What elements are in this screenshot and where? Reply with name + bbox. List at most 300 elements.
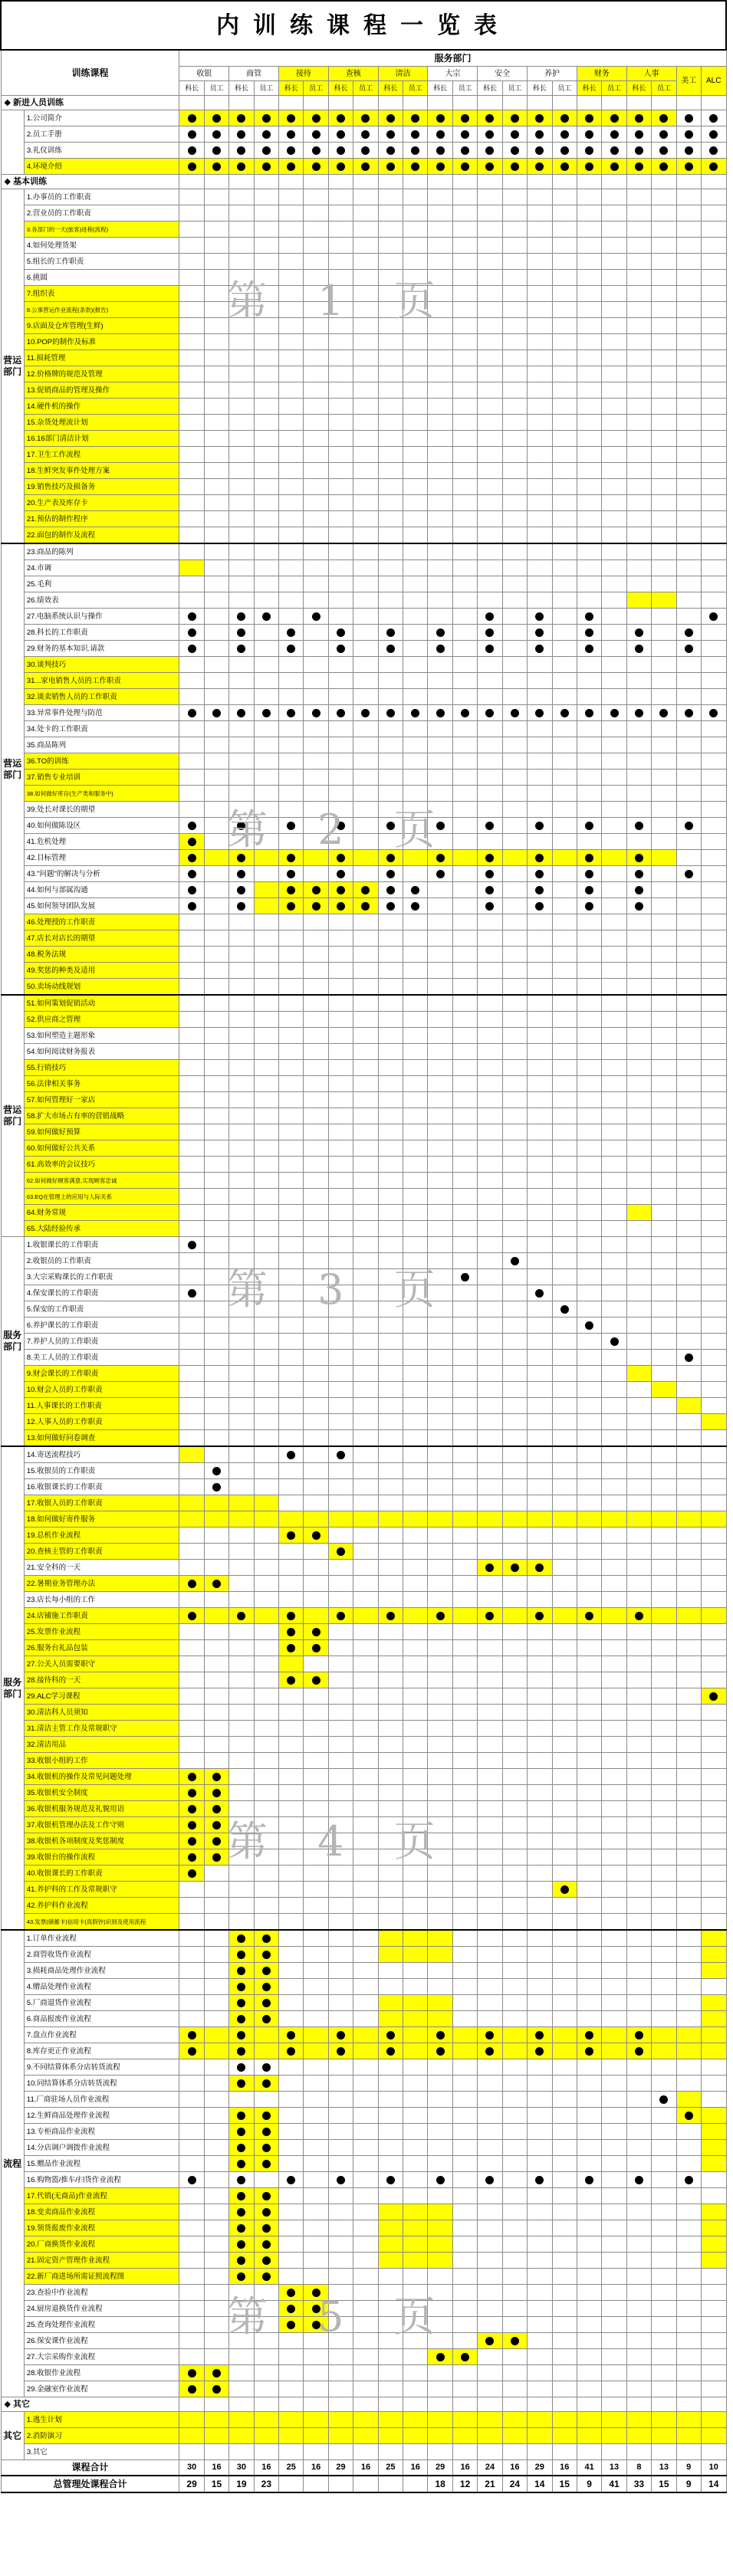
course-cell — [478, 1173, 502, 1189]
course-cell — [502, 1092, 527, 1108]
course-cell — [452, 495, 477, 511]
course-cell — [602, 2043, 626, 2059]
course-cell — [528, 1479, 552, 1495]
course-cell — [279, 286, 304, 302]
course-cell — [378, 1189, 403, 1205]
course-cell — [626, 479, 651, 495]
course-cell — [701, 431, 726, 447]
course-cell — [452, 737, 477, 753]
course-cell — [577, 2412, 601, 2428]
course-cell — [452, 1785, 477, 1801]
course-cell — [528, 625, 552, 641]
course-cell — [254, 1705, 278, 1721]
course-cell — [353, 1269, 378, 1285]
course-cell — [478, 302, 502, 318]
course-cell — [403, 1882, 428, 1898]
course-cell — [502, 238, 527, 254]
course-cell — [676, 2011, 701, 2027]
course-cell — [626, 1753, 651, 1769]
course-cell — [229, 2188, 254, 2204]
course-cell — [304, 625, 328, 641]
department-0: 收银 — [179, 67, 229, 81]
attend-dot — [511, 130, 519, 139]
page-watermark: 第 3 页 — [226, 1265, 454, 1314]
course-cell — [478, 463, 502, 479]
course-cell — [179, 1947, 204, 1963]
attend-dot — [287, 1612, 295, 1620]
course-cell — [254, 1318, 278, 1334]
course-cell — [452, 2381, 477, 2397]
course-cell — [179, 1108, 204, 1124]
course-cell — [478, 2349, 502, 2365]
course-cell — [304, 159, 328, 175]
course-cell — [279, 2269, 304, 2285]
course-cell — [552, 415, 577, 431]
empty-cell — [577, 96, 601, 110]
course-cell — [403, 898, 428, 914]
course-cell — [428, 1221, 452, 1237]
manage-total-label: 总管理处课程合计 — [1, 2476, 179, 2492]
course-cell — [353, 657, 378, 673]
course-cell — [328, 1769, 353, 1785]
course-cell — [626, 592, 651, 609]
course-cell — [701, 1044, 726, 1060]
attend-dot — [361, 130, 370, 139]
course-cell — [229, 2236, 254, 2253]
attend-dot — [560, 709, 569, 717]
course-cell — [478, 576, 502, 592]
course-cell — [676, 1753, 701, 1769]
course-name: 4.保安课长的工作职责 — [24, 1285, 179, 1301]
course-cell — [179, 1382, 204, 1398]
course-cell — [626, 753, 651, 770]
attend-dot — [685, 628, 693, 637]
course-cell — [254, 2059, 278, 2076]
course-cell — [602, 721, 626, 737]
table-row — [1, 866, 726, 882]
course-cell — [304, 2092, 328, 2108]
course-cell — [179, 1157, 204, 1173]
course-cell — [602, 737, 626, 753]
course-cell — [552, 2076, 577, 2092]
course-cell — [254, 2349, 278, 2365]
course-cell — [229, 2253, 254, 2269]
course-cell — [279, 1301, 304, 1318]
course-cell — [328, 995, 353, 1012]
course-cell — [179, 1173, 204, 1189]
course-cell — [577, 1705, 601, 1721]
course-cell — [428, 1398, 452, 1414]
course-cell — [652, 1688, 676, 1705]
course-cell — [552, 2092, 577, 2108]
course-cell — [279, 1108, 304, 1124]
course-cell — [452, 963, 477, 979]
course-cell — [528, 2317, 552, 2333]
course-cell — [353, 1817, 378, 1833]
table-row — [1, 2381, 726, 2397]
course-cell — [428, 753, 452, 770]
course-cell — [577, 1446, 601, 1463]
course-cell — [652, 2204, 676, 2220]
course-cell — [528, 914, 552, 930]
course-cell — [602, 270, 626, 286]
course-cell — [328, 189, 353, 205]
course-cell — [204, 818, 228, 834]
course-cell — [378, 2317, 403, 2333]
course-cell — [378, 222, 403, 238]
course-cell — [179, 1849, 204, 1866]
course-cell — [652, 673, 676, 689]
course-cell — [676, 2333, 701, 2349]
course-cell — [478, 818, 502, 834]
course-cell — [378, 205, 403, 222]
course-cell — [478, 159, 502, 175]
course-cell — [403, 689, 428, 705]
course-name: 8.库存更正作业流程 — [24, 2043, 179, 2059]
course-cell — [254, 1576, 278, 1592]
course-cell — [652, 1672, 676, 1688]
course-cell — [179, 2204, 204, 2220]
course-cell — [626, 399, 651, 415]
course-cell — [378, 818, 403, 834]
course-cell — [676, 2317, 701, 2333]
course-cell — [428, 737, 452, 753]
course-cell — [328, 1301, 353, 1318]
course-cell — [229, 527, 254, 544]
course-cell — [304, 1092, 328, 1108]
course-cell — [452, 1205, 477, 1221]
course-cell — [626, 2253, 651, 2269]
course-cell — [528, 1801, 552, 1817]
course-cell — [353, 1608, 378, 1624]
course-cell — [229, 2043, 254, 2059]
course-cell — [279, 963, 304, 979]
course-cell — [204, 1753, 228, 1769]
course-cell — [577, 1414, 601, 1430]
course-cell — [676, 592, 701, 609]
table-row — [1, 2444, 726, 2460]
course-cell — [478, 2076, 502, 2092]
course-cell — [204, 625, 228, 641]
table-row — [1, 2076, 726, 2092]
course-cell — [179, 159, 204, 175]
course-cell — [652, 1930, 676, 1947]
course-cell — [428, 1028, 452, 1044]
course-cell — [552, 1028, 577, 1044]
attend-dot — [237, 2031, 245, 2039]
manage-total-value: 33 — [626, 2476, 651, 2492]
course-cell — [428, 270, 452, 286]
table-row — [1, 318, 726, 334]
attend-dot — [237, 1934, 245, 1943]
course-cell — [229, 543, 254, 560]
course-cell — [279, 399, 304, 415]
course-cell — [602, 2412, 626, 2428]
course-cell — [577, 2333, 601, 2349]
course-cell — [403, 1430, 428, 1447]
course-cell — [701, 1963, 726, 1979]
table-row — [1, 1576, 726, 1592]
course-cell — [552, 1544, 577, 1560]
course-cell — [502, 543, 527, 560]
course-cell — [403, 1817, 428, 1833]
course-cell — [701, 1334, 726, 1350]
course-cell — [279, 1705, 304, 1721]
course-cell — [528, 479, 552, 495]
course-cell — [452, 866, 477, 882]
course-cell — [452, 1446, 477, 1463]
course-cell — [428, 1140, 452, 1157]
course-cell — [428, 625, 452, 641]
course-cell — [403, 2124, 428, 2140]
course-cell — [204, 1898, 228, 1914]
course-cell — [502, 222, 527, 238]
course-name: 30.谈判技巧 — [24, 657, 179, 673]
course-cell — [676, 1672, 701, 1688]
attend-dot — [188, 870, 196, 878]
attend-dot — [312, 902, 320, 911]
course-cell — [254, 657, 278, 673]
course-cell — [502, 882, 527, 898]
course-cell — [378, 479, 403, 495]
attend-dot — [635, 709, 643, 717]
attend-dot — [485, 2031, 494, 2039]
course-cell — [204, 576, 228, 592]
course-cell — [552, 2285, 577, 2301]
course-total-value: 10 — [701, 2460, 726, 2476]
course-cell — [204, 1205, 228, 1221]
course-cell — [478, 2188, 502, 2204]
attend-dot — [287, 854, 295, 862]
course-cell — [428, 802, 452, 818]
attend-dot — [635, 645, 643, 653]
course-cell — [229, 1705, 254, 1721]
course-cell — [676, 431, 701, 447]
course-cell — [304, 1430, 328, 1447]
course-cell — [428, 818, 452, 834]
course-cell — [179, 2253, 204, 2269]
course-cell — [254, 126, 278, 143]
empty-cell — [328, 96, 353, 110]
course-cell — [304, 850, 328, 866]
manage-total-value — [378, 2476, 403, 2492]
course-cell — [179, 1237, 204, 1253]
course-cell — [502, 1979, 527, 1995]
course-cell — [502, 1269, 527, 1285]
course-cell — [602, 1882, 626, 1898]
course-cell — [602, 2253, 626, 2269]
attend-dot — [511, 709, 519, 717]
course-cell — [452, 1382, 477, 1398]
attend-dot — [312, 612, 320, 621]
course-name: 15.赠品作业流程 — [24, 2156, 179, 2172]
course-name: 35.收银机安全制度 — [24, 1785, 179, 1801]
course-cell — [403, 576, 428, 592]
course-cell — [328, 1318, 353, 1334]
course-cell — [626, 1640, 651, 1656]
course-cell — [452, 1914, 477, 1931]
course-cell — [478, 737, 502, 753]
course-cell — [304, 2333, 328, 2349]
table-row — [1, 1414, 726, 1430]
course-cell — [577, 866, 601, 882]
course-cell — [254, 1189, 278, 1205]
course-cell — [428, 1640, 452, 1656]
course-cell — [626, 1060, 651, 1076]
course-cell — [328, 1479, 353, 1495]
course-cell — [279, 1963, 304, 1979]
course-cell — [204, 1705, 228, 1721]
empty-cell — [428, 175, 452, 189]
course-cell — [552, 786, 577, 802]
course-cell — [304, 110, 328, 126]
course-cell — [676, 1076, 701, 1092]
course-cell — [353, 2269, 378, 2285]
course-cell — [229, 753, 254, 770]
course-cell — [676, 2412, 701, 2428]
course-cell — [179, 818, 204, 834]
course-name: 42.目标管理 — [24, 850, 179, 866]
course-cell — [528, 399, 552, 415]
course-cell — [676, 576, 701, 592]
course-cell — [478, 238, 502, 254]
course-cell — [626, 366, 651, 382]
course-total-value: 29 — [528, 2460, 552, 2476]
attend-dot — [511, 2337, 519, 2345]
group-label: 流程 — [1, 1930, 24, 2397]
course-cell — [602, 143, 626, 159]
course-cell — [602, 205, 626, 222]
course-cell — [577, 1028, 601, 1044]
table-row — [1, 689, 726, 705]
attend-dot — [535, 1289, 544, 1298]
course-cell — [676, 1092, 701, 1108]
course-cell — [304, 2204, 328, 2220]
course-cell — [204, 2059, 228, 2076]
course-cell — [254, 898, 278, 914]
course-cell — [652, 2220, 676, 2236]
attend-dot — [411, 886, 419, 894]
table-row — [1, 1446, 726, 1463]
course-cell — [204, 1930, 228, 1947]
course-cell — [701, 1205, 726, 1221]
course-cell — [502, 1785, 527, 1801]
course-cell — [279, 1124, 304, 1140]
course-cell — [328, 898, 353, 914]
course-cell — [701, 1785, 726, 1801]
attend-dot — [485, 709, 494, 717]
course-cell — [279, 625, 304, 641]
course-cell — [328, 592, 353, 609]
course-cell — [452, 1253, 477, 1269]
course-cell — [577, 1656, 601, 1672]
course-cell — [378, 882, 403, 898]
course-cell — [428, 641, 452, 657]
course-cell — [254, 1221, 278, 1237]
table-row — [1, 1963, 726, 1979]
course-cell — [602, 1479, 626, 1495]
course-cell — [179, 334, 204, 350]
course-cell — [552, 737, 577, 753]
attend-dot — [262, 2160, 271, 2168]
table-row — [1, 1366, 726, 1382]
course-cell — [229, 1785, 254, 1801]
course-cell — [179, 254, 204, 270]
course-cell — [353, 1866, 378, 1882]
course-cell — [626, 995, 651, 1012]
course-cell — [701, 1060, 726, 1076]
course-cell — [478, 511, 502, 527]
course-cell — [552, 543, 577, 560]
course-cell — [602, 527, 626, 544]
course-cell — [304, 753, 328, 770]
attend-dot — [436, 628, 445, 637]
course-cell — [254, 930, 278, 947]
course-cell — [676, 1285, 701, 1301]
course-cell — [502, 1849, 527, 1866]
empty-cell — [652, 96, 676, 110]
attend-dot — [535, 2031, 544, 2039]
course-name: 51.如何策划促销活动 — [24, 995, 179, 1012]
course-cell — [378, 802, 403, 818]
course-cell — [254, 1801, 278, 1817]
attend-dot — [585, 628, 593, 637]
course-cell — [428, 415, 452, 431]
attend-dot — [535, 114, 544, 123]
course-cell — [403, 2204, 428, 2220]
table-row — [1, 1237, 726, 1253]
course-cell — [701, 979, 726, 996]
course-cell — [403, 2381, 428, 2397]
course-cell — [229, 592, 254, 609]
course-cell — [403, 2059, 428, 2076]
course-cell — [652, 159, 676, 175]
course-cell — [403, 1511, 428, 1528]
table-row — [1, 1463, 726, 1479]
course-cell — [577, 159, 601, 175]
course-cell — [179, 1479, 204, 1495]
course-name: 24.市调 — [24, 560, 179, 576]
page-watermark: 第 2 页 — [226, 806, 454, 854]
course-cell — [452, 143, 477, 159]
course-cell — [328, 705, 353, 721]
course-cell — [304, 527, 328, 544]
course-cell — [502, 1173, 527, 1189]
course-cell — [378, 1479, 403, 1495]
course-cell — [577, 1947, 601, 1963]
course-cell — [602, 1414, 626, 1430]
course-cell — [701, 2059, 726, 2076]
course-cell — [328, 527, 353, 544]
course-cell — [279, 1414, 304, 1430]
course-cell — [328, 753, 353, 770]
course-cell — [304, 382, 328, 399]
course-cell — [353, 1947, 378, 1963]
course-cell — [528, 1108, 552, 1124]
course-cell — [676, 818, 701, 834]
attend-dot — [262, 2272, 271, 2281]
course-name: 65.大陆经验传承 — [24, 1221, 179, 1237]
empty-cell — [602, 175, 626, 189]
course-cell — [229, 2172, 254, 2188]
course-cell — [528, 753, 552, 770]
course-cell — [428, 126, 452, 143]
attend-dot — [262, 1951, 271, 1959]
course-cell — [602, 511, 626, 527]
course-cell — [229, 834, 254, 850]
course-cell — [652, 1318, 676, 1334]
course-cell — [179, 1511, 204, 1528]
